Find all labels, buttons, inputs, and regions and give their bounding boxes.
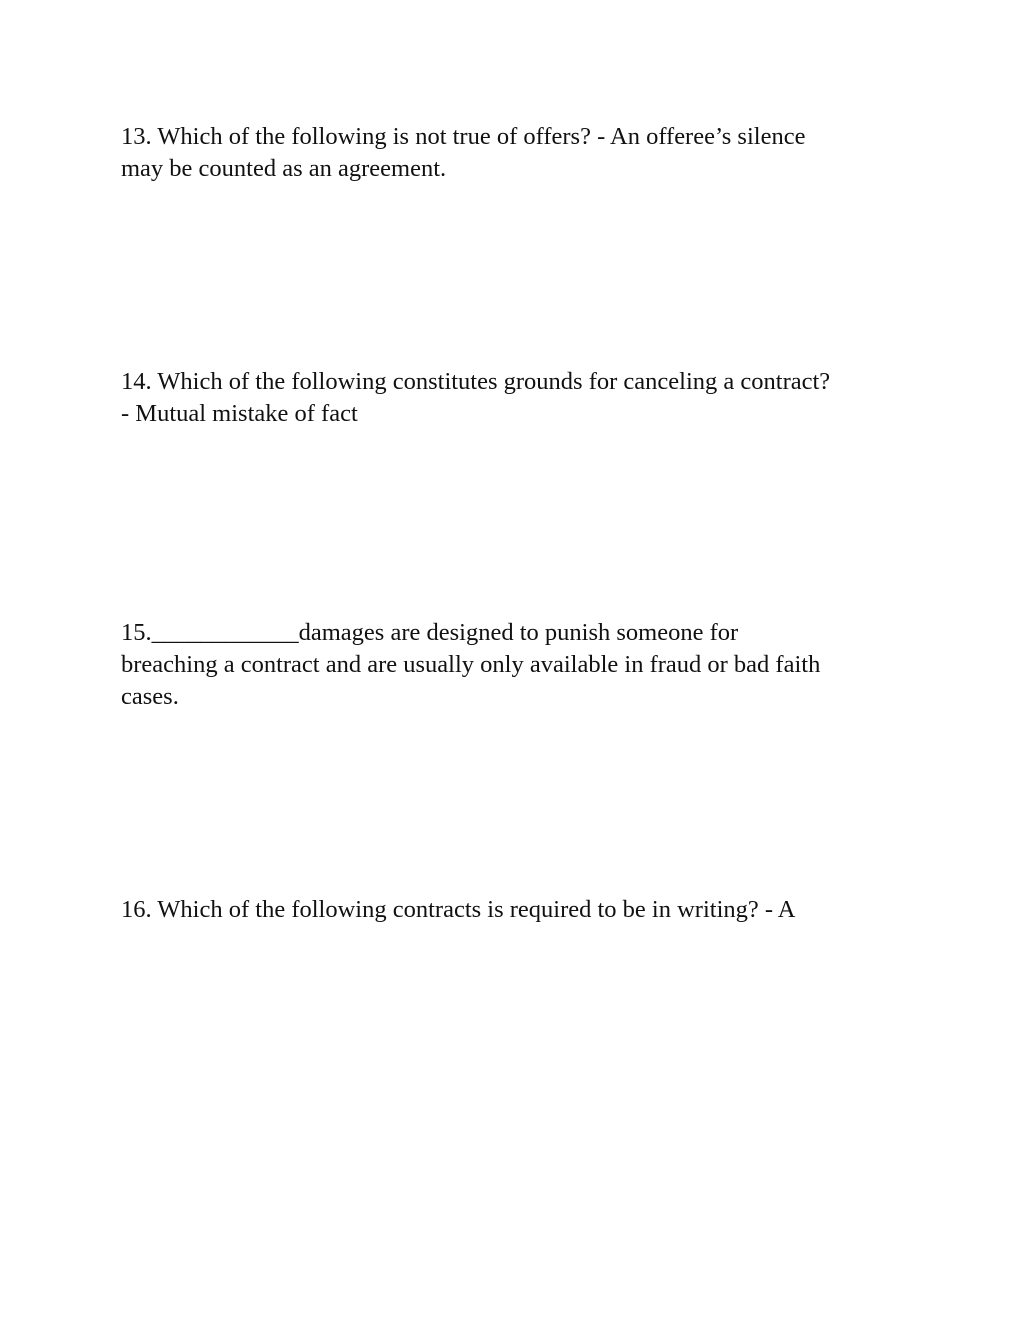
question-15-line-3: cases. bbox=[121, 683, 179, 710]
question-14-line-1: 14. Which of the following constitutes grounds for canceling a contract? bbox=[121, 368, 831, 395]
question-16-line-1: 16. Which of the following contracts is required to be in writing? - A bbox=[121, 896, 796, 923]
question-14-line-2: - Mutual mistake of fact bbox=[121, 400, 358, 427]
question-15 bbox=[121, 617, 911, 713]
question-14 bbox=[121, 366, 911, 430]
question-15-line-1: 15.____________damages are designed to punish someone for bbox=[121, 619, 739, 646]
question-13-line-2: may be counted as an agreement. bbox=[121, 155, 447, 182]
question-13-line-1: 13. Which of the following is not true of offers? - An offeree’s silence bbox=[121, 123, 806, 150]
question-16 bbox=[121, 894, 911, 926]
question-13 bbox=[121, 121, 911, 185]
question-15-line-2: breaching a contract and are usually only available in fraud or bad faith bbox=[121, 651, 821, 678]
